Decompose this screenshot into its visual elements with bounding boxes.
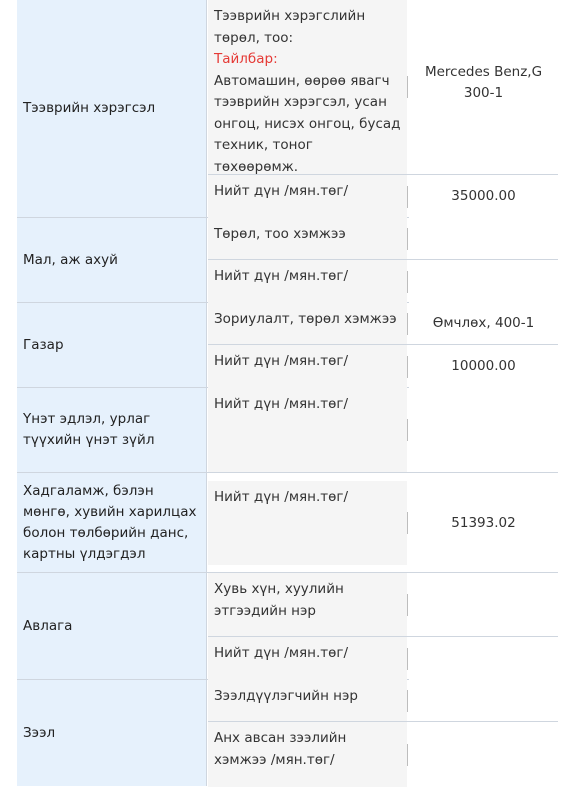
field-label: Зориулалт, төрөл хэмжээ — [208, 303, 407, 344]
field-value — [409, 573, 558, 636]
row-category: Тээврийн хэрэгсэл — [17, 0, 207, 217]
cell-divider — [407, 512, 408, 534]
sub-row-vehicle-type — [208, 0, 558, 174]
cell-divider — [407, 648, 408, 670]
field-value: 51393.02 — [409, 481, 558, 565]
field-label: Төрөл, тоо хэмжээ — [208, 218, 407, 259]
field-value: 10000.00 — [409, 345, 558, 388]
row-category: Газар — [17, 303, 207, 387]
field-value — [409, 260, 558, 303]
table-row-livestock — [17, 218, 558, 303]
row-category: Хадгаламж, бэлэн мөнгө, хувийн харилцах болон төлбөрийн данс, картны үлдэгдэл — [17, 473, 207, 572]
field-label: Зээлдүүлэгчийн нэр — [208, 680, 407, 721]
table-row-jewelry — [17, 388, 558, 473]
field-value: 35000.00 — [409, 175, 558, 218]
row-category: Авлага — [17, 573, 207, 679]
field-label: Анх авсан зээлийн хэмжээ /мян.төг/ — [208, 722, 407, 787]
table-row-land — [17, 303, 558, 388]
cell-divider — [407, 419, 408, 441]
note-text: Автомашин, өөрөө явагч тээврийн хэрэгсэл, усан онгоц, нисэх онгоц, бусад техник, тоног төхөөрөмж. — [214, 72, 401, 175]
field-label: Нийт дүн /мян.төг/ — [208, 388, 407, 472]
sub-row-type — [208, 218, 558, 259]
field-value — [409, 722, 558, 787]
sub-row-total — [208, 259, 558, 303]
cell-divider — [407, 186, 408, 208]
field-label: Хувь хүн, хуулийн этгээдийн нэр — [208, 573, 407, 636]
sub-row-total — [208, 344, 558, 388]
sub-row-total — [208, 481, 558, 565]
note-title: Тайлбар: — [214, 51, 278, 67]
table-row-savings — [17, 473, 558, 573]
table-row-loan — [17, 680, 558, 786]
row-category: Мал, аж ахуй — [17, 218, 207, 302]
cell-divider — [407, 690, 408, 712]
cell-divider — [407, 594, 408, 616]
cell-divider — [407, 313, 408, 335]
cell-divider — [407, 744, 408, 766]
sub-row-total — [208, 636, 558, 680]
sub-row-purpose — [208, 303, 558, 344]
field-value: Mercedes Benz,G 300-1 — [409, 0, 558, 174]
field-value — [409, 218, 558, 259]
field-value — [409, 388, 558, 472]
field-label — [208, 0, 407, 174]
field-label: Нийт дүн /мян.төг/ — [208, 345, 407, 388]
row-category: Зээл — [17, 680, 207, 786]
cell-divider — [407, 228, 408, 250]
field-label: Нийт дүн /мян.төг/ — [208, 637, 407, 680]
sub-row-lender — [208, 680, 558, 721]
table-row-vehicles — [17, 0, 558, 218]
cell-divider — [407, 76, 408, 98]
field-value — [409, 637, 558, 680]
field-label: Нийт дүн /мян.төг/ — [208, 260, 407, 303]
row-category: Үнэт эдлэл, урлаг түүхийн үнэт зүйл — [17, 388, 207, 472]
sub-row-total — [208, 388, 558, 472]
field-label: Нийт дүн /мян.төг/ — [208, 175, 407, 218]
vehicle-type-label: Тээврийн хэрэгслийн төрөл, тоо: — [214, 8, 366, 46]
cell-divider — [407, 271, 408, 293]
sub-row-total — [208, 174, 558, 218]
sub-row-initial-amount — [208, 721, 558, 787]
sub-row-name — [208, 573, 558, 636]
field-value — [409, 680, 558, 721]
field-value: Өмчлөх, 400-1 — [409, 303, 558, 344]
field-label: Нийт дүн /мян.төг/ — [208, 481, 407, 565]
table-row-receivables — [17, 573, 558, 680]
cell-divider — [407, 356, 408, 378]
